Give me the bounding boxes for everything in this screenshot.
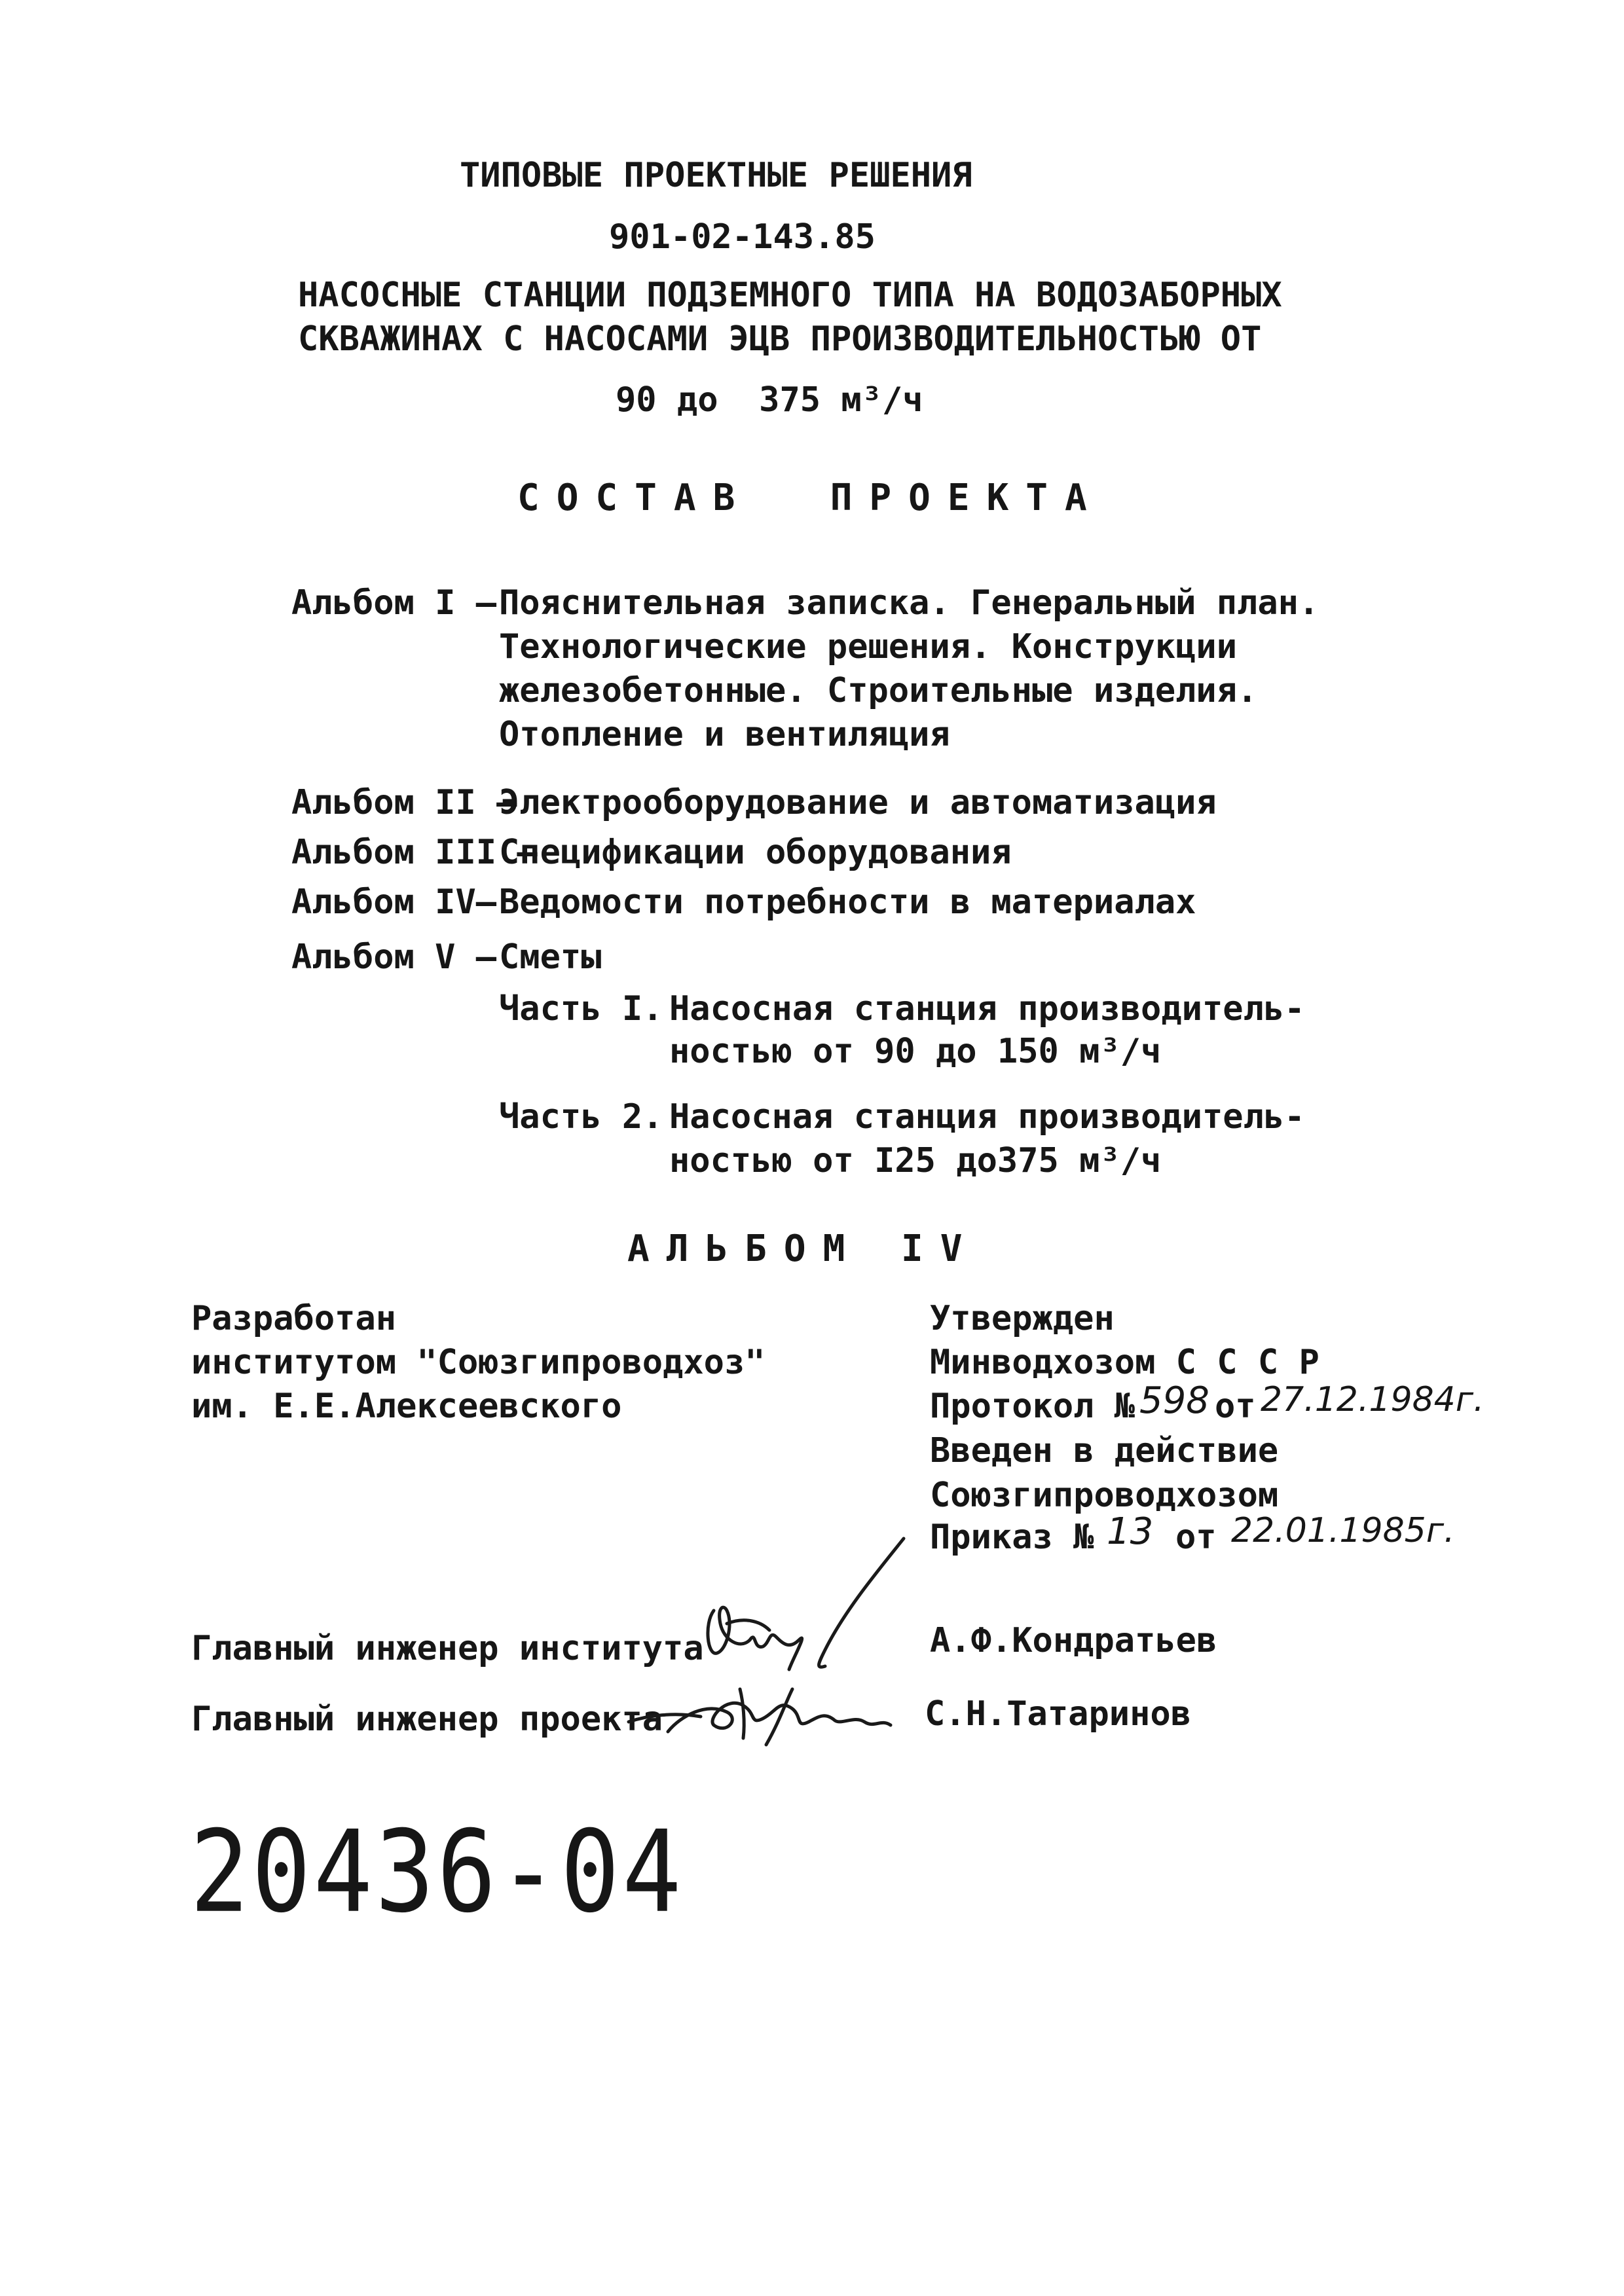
album-1-line: Отопление и вентиляция (499, 715, 950, 754)
album-5-text: Сметы (499, 938, 602, 977)
chief-engineer-project-role: Главный инженер проекта (191, 1700, 663, 1739)
composition-title: СОСТАВ ПРОЕКТА (517, 477, 1104, 519)
approved-line: Минводхозом С С С Р (930, 1343, 1320, 1382)
album-1-line: железобетонные. Строительные изделия. (499, 671, 1258, 710)
approved-line: Союзгипроводхозом (930, 1476, 1279, 1515)
signature-graphic (629, 1525, 956, 1748)
project-title-line-2: СКВАЖИНАХ С НАСОСАМИ ЭЦВ ПРОИЗВОДИТЕЛЬНОСТЬЮ ОТ (298, 319, 1262, 359)
part-1-label: Часть I. (499, 989, 663, 1029)
order-label: Приказ № (930, 1518, 1094, 1557)
album-1-line: Пояснительная записка. Генеральный план. (499, 583, 1320, 623)
protocol-label: Протокол № (930, 1387, 1135, 1426)
album-5-label: Альбом V – (291, 938, 497, 977)
header-title: ТИПОВЫЕ ПРОЕКТНЫЕ РЕШЕНИЯ (460, 156, 972, 195)
album-2-label: Альбом II – (291, 783, 517, 822)
protocol-number: 598 (1139, 1379, 1209, 1422)
chief-engineer-institute-name: А.Ф.Кондратьев (930, 1621, 1217, 1660)
order-date-label: от (1175, 1518, 1217, 1557)
developed-line: им. Е.Е.Алексеевского (191, 1387, 622, 1426)
album-4-label: Альбом IV– (291, 883, 497, 922)
developed-line: Разработан (191, 1299, 397, 1338)
series-number: 901-02-143.85 (609, 217, 876, 257)
part-2-line: Насосная станция производитель- (669, 1097, 1305, 1137)
album-title: АЛЬБОМ IV (627, 1228, 980, 1270)
album-1-label: Альбом I – (291, 583, 497, 623)
chief-engineer-project-name: С.Н.Татаринов (925, 1694, 1191, 1734)
developed-line: институтом "Союзгипроводхоз" (191, 1343, 766, 1382)
part-2-label: Часть 2. (499, 1097, 663, 1137)
approved-line: Утвержден (930, 1299, 1115, 1338)
album-2-text: Электрооборудование и автоматизация (499, 783, 1217, 822)
album-4-text: Ведомости потребности в материалах (499, 883, 1196, 922)
protocol-date: 27.12.1984г. (1261, 1380, 1485, 1419)
album-1-line: Технологические решения. Конструкции (499, 627, 1238, 666)
project-title-line-1: НАСОСНЫЕ СТАНЦИИ ПОДЗЕМНОГО ТИПА НА ВОДОЗАБОРНЫХ (298, 276, 1282, 315)
part-2-line: ностью от I25 до375 м³/ч (669, 1141, 1162, 1180)
order-date: 22.01.1985г. (1231, 1511, 1455, 1550)
approved-line: Введен в действие (930, 1431, 1279, 1470)
album-3-label: Альбом III – (291, 833, 538, 872)
part-1-line: ностью от 90 до 150 м³/ч (669, 1032, 1162, 1071)
project-title-line-3: 90 до 375 м³/ч (616, 380, 923, 420)
order-number: 13 (1107, 1510, 1154, 1553)
part-1-line: Насосная станция производитель- (669, 989, 1305, 1029)
document-number: 20436-04 (190, 1807, 684, 1939)
protocol-date-label: от (1215, 1387, 1256, 1426)
album-3-text: Спецификации оборудования (499, 833, 1012, 872)
chief-engineer-institute-role: Главный инженер института (191, 1629, 704, 1668)
